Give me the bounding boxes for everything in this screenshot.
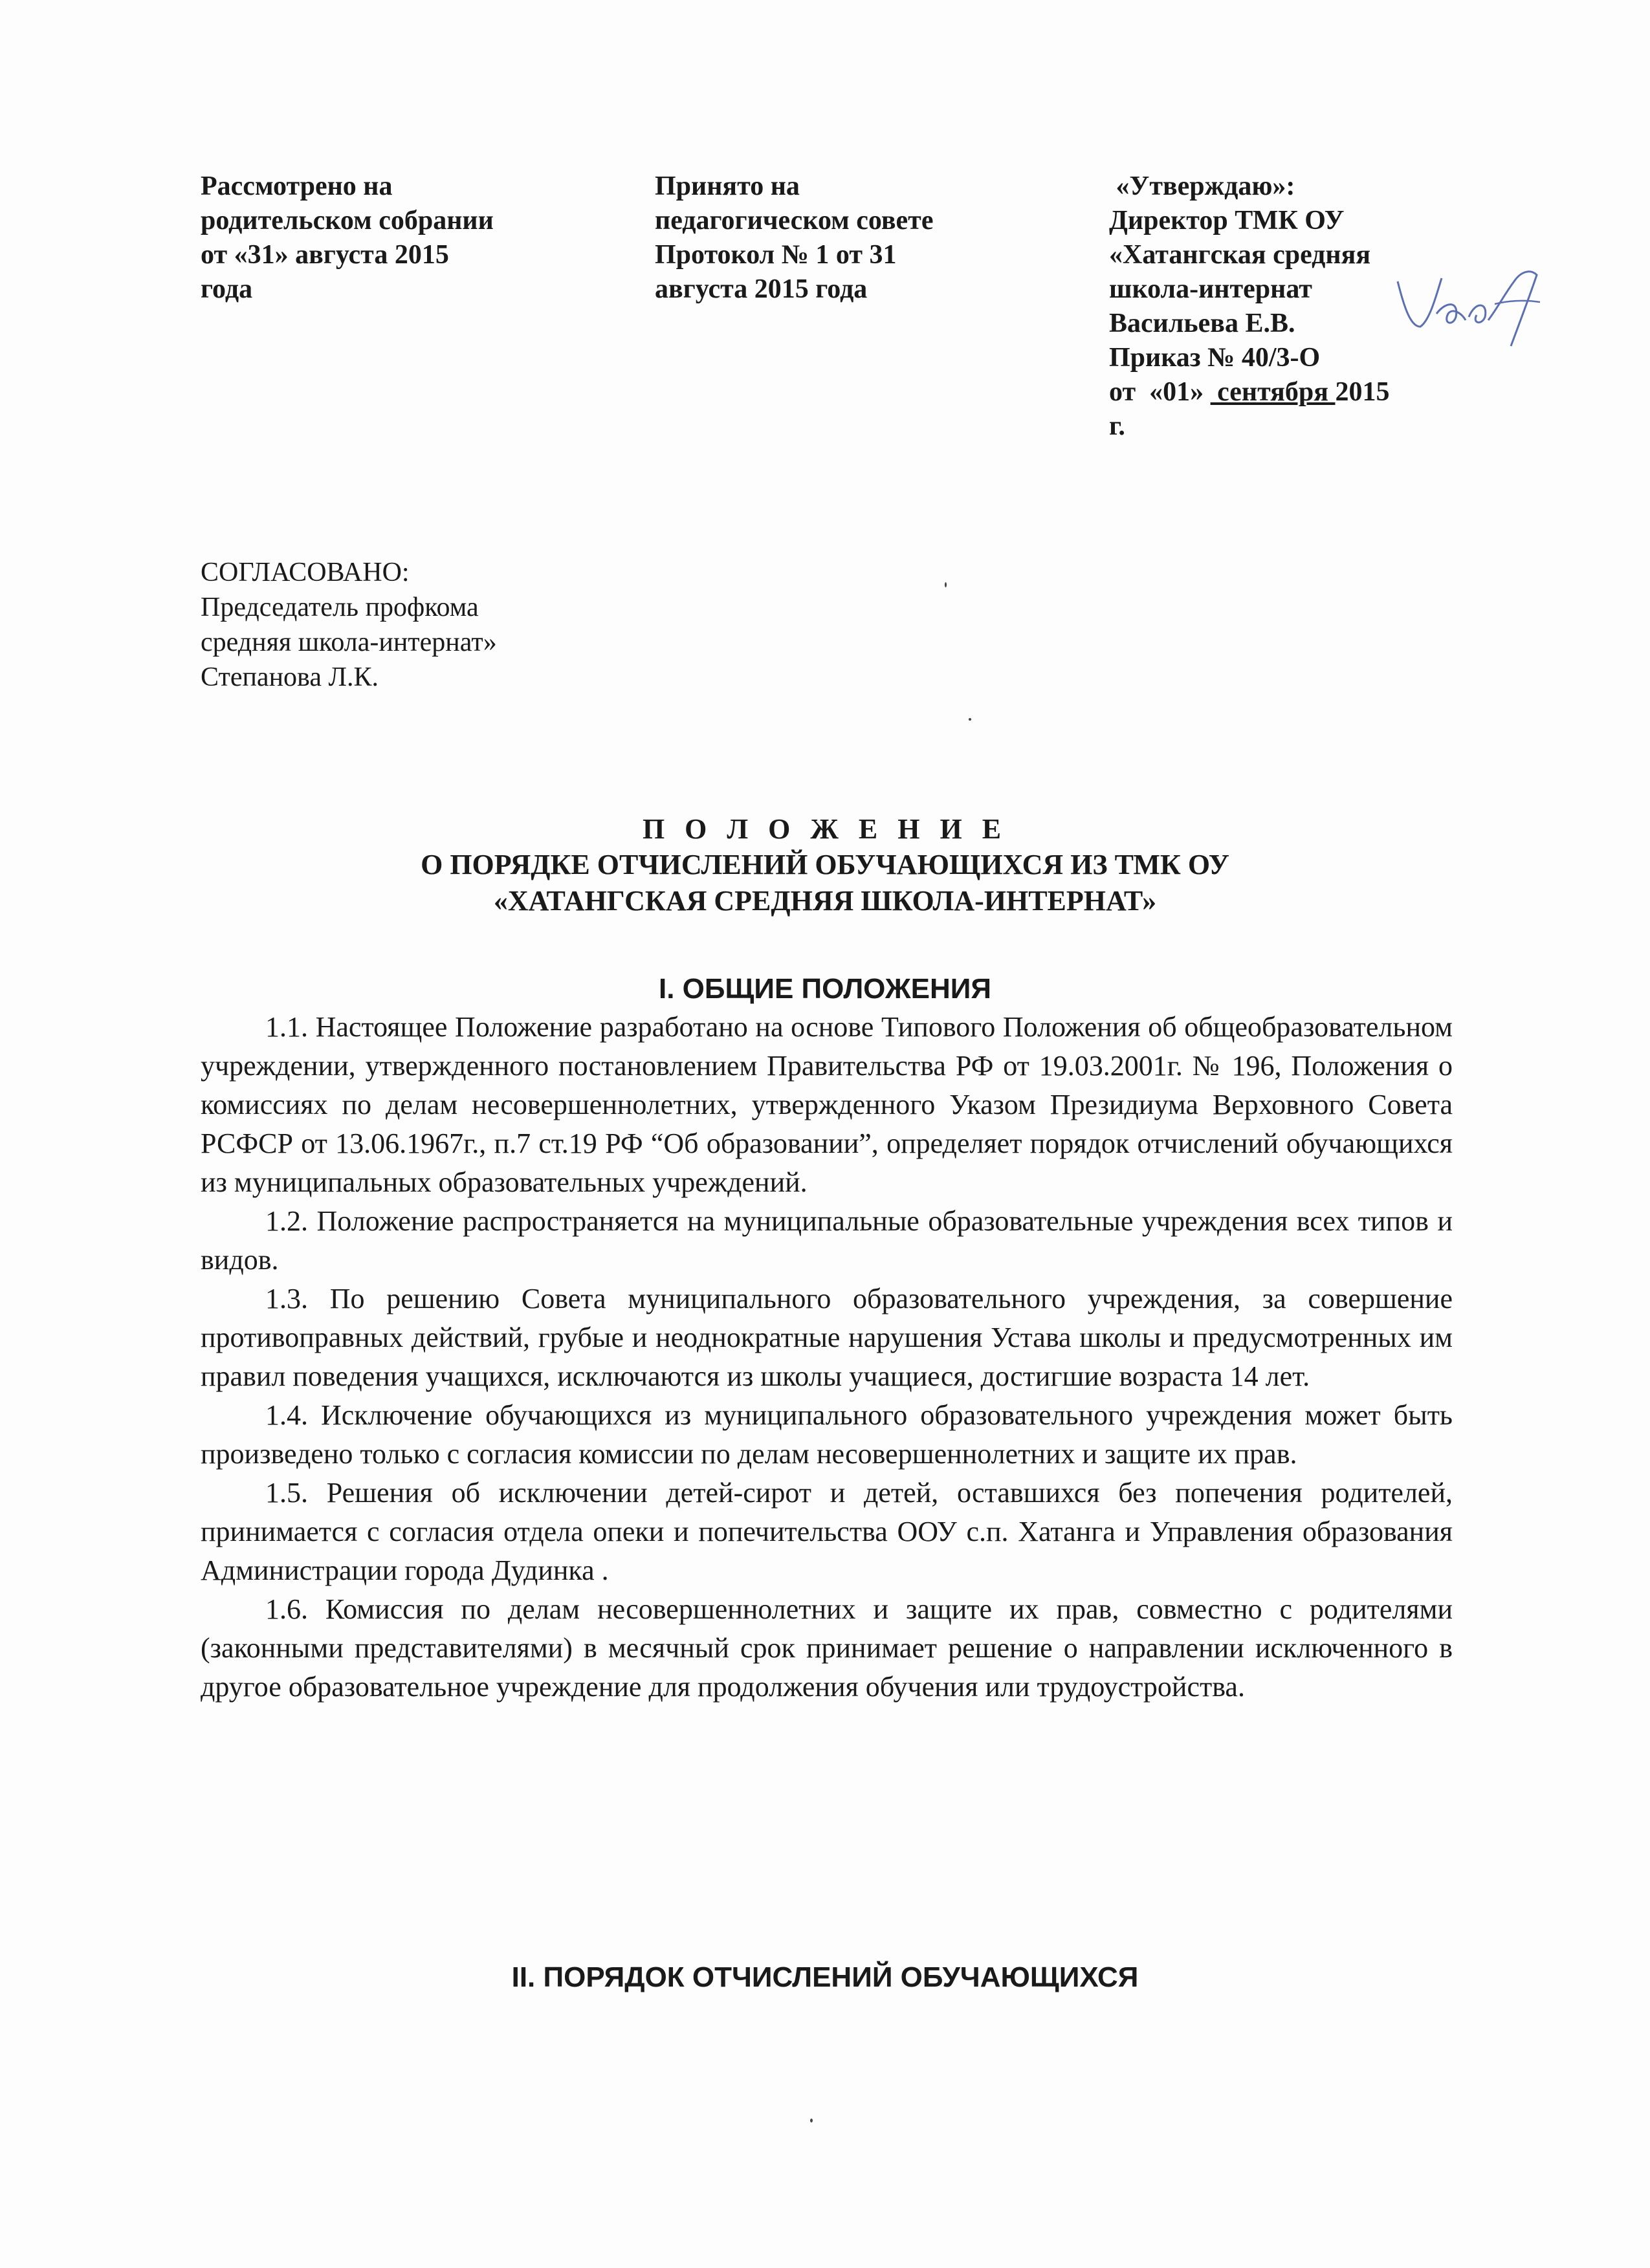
- document-title: П О Л О Ж Е Н И Е: [642, 813, 1008, 845]
- approved-line-8: г.: [1109, 411, 1125, 441]
- order-date-month: сентября: [1210, 377, 1336, 407]
- accepted-line-1: Принято на: [655, 171, 800, 201]
- approved-line-4: школа-интернат: [1109, 274, 1312, 304]
- approved-line-1: «Утверждаю»:: [1109, 171, 1295, 201]
- approved-line-5: Васильева Е.В.: [1109, 309, 1295, 338]
- paragraph-1-1: 1.1. Настоящее Положение разработано на основе Типового Положения об общеобразовательном учреждении, утвержденного постановлением Правительства РФ от 19.03.2001г. № 196, Положения о комиссиях по делам несовершеннолетних, утвержденного Указом Президиума Верховного Совета РСФСР от 13.06.1967г., п.7 ст.19 РФ “Об образовании”, определяет порядок отчислений обучающихся из муниципальных образовательных учреждений.: [201, 1011, 1453, 1198]
- document-subtitle-2: «ХАТАНГСКАЯ СРЕДНЯЯ ШКОЛА-ИНТЕРНАТ»: [493, 885, 1157, 917]
- scan-speck: [945, 582, 947, 587]
- order-date-prefix: от «01»: [1109, 377, 1211, 407]
- reviewed-line-4: года: [201, 274, 253, 304]
- scan-speck: [810, 2119, 813, 2122]
- accepted-line-3: Протокол № 1 от 31: [655, 240, 897, 270]
- paragraph-1-6: 1.6. Комиссия по делам несовершеннолетних и защите их прав, совместно с родителями (законными представителями) в месячный срок принимает решение о направлении исключенного в другое образовательное учреждение для продолжения обучения или трудоустройства.: [201, 1593, 1453, 1703]
- document-subtitle-1: О ПОРЯДКЕ ОТЧИСЛЕНИЙ ОБУЧАЮЩИХСЯ ИЗ ТМК ОУ: [421, 849, 1229, 880]
- approved-line-7: [1109, 375, 1523, 409]
- agreed-line-4: Степанова Л.К.: [201, 662, 379, 692]
- director-signature: [1391, 256, 1546, 353]
- section-2-heading: II. ПОРЯДОК ОТЧИСЛЕНИЙ ОБУЧАЮЩИХСЯ: [511, 1961, 1139, 1993]
- section-1-heading: I. ОБЩИЕ ПОЛОЖЕНИЯ: [659, 973, 991, 1005]
- scan-speck: [969, 718, 971, 721]
- reviewed-line-2: родительском собрании: [201, 206, 494, 235]
- accepted-line-2: педагогическом совете: [655, 206, 934, 235]
- agreed-line-3: средняя школа-интернат»: [201, 627, 497, 657]
- accepted-line-4: августа 2015 года: [655, 274, 868, 304]
- reviewed-line-1: Рассмотрено на: [201, 171, 393, 201]
- agreed-line-1: СОГЛАСОВАНО:: [201, 558, 410, 587]
- paragraph-1-3: 1.3. По решению Совета муниципального образовательного учреждения, за совершение противоправных действий, грубые и неоднократные нарушения Устава школы и предусмотренных им правил поведения учащихся, исключаются из школы учащиеся, достигшие возраста 14 лет.: [201, 1283, 1453, 1392]
- approved-line-2: Директор ТМК ОУ: [1109, 206, 1345, 235]
- reviewed-block: [201, 169, 602, 307]
- agreed-line-2: Председатель профкома: [201, 593, 479, 622]
- paragraph-1-4: 1.4. Исключение обучающихся из муниципального образовательного учреждения может быть произведено только с согласия комиссии по делам несовершеннолетних и защите их прав.: [201, 1399, 1453, 1470]
- paragraph-1-2: 1.2. Положение распространяется на муниципальные образовательные учреждения всех типов и видов.: [201, 1205, 1453, 1276]
- approved-line-3: «Хатангская средняя: [1109, 240, 1371, 270]
- section-1-body: [201, 1008, 1453, 1706]
- order-date-year: 2015: [1335, 377, 1390, 407]
- approved-line-6: Приказ № 40/3-О: [1109, 343, 1321, 373]
- reviewed-line-3: от «31» августа 2015: [201, 240, 449, 270]
- paragraph-1-5: 1.5. Решения об исключении детей-сирот и детей, оставшихся без попечения родителей, принимается с согласия отдела опеки и попечительства ООУ с.п. Хатанга и Управления образования Администрации города Дудинка .: [201, 1477, 1453, 1586]
- accepted-block: [655, 169, 1069, 307]
- agreed-block: [201, 555, 497, 695]
